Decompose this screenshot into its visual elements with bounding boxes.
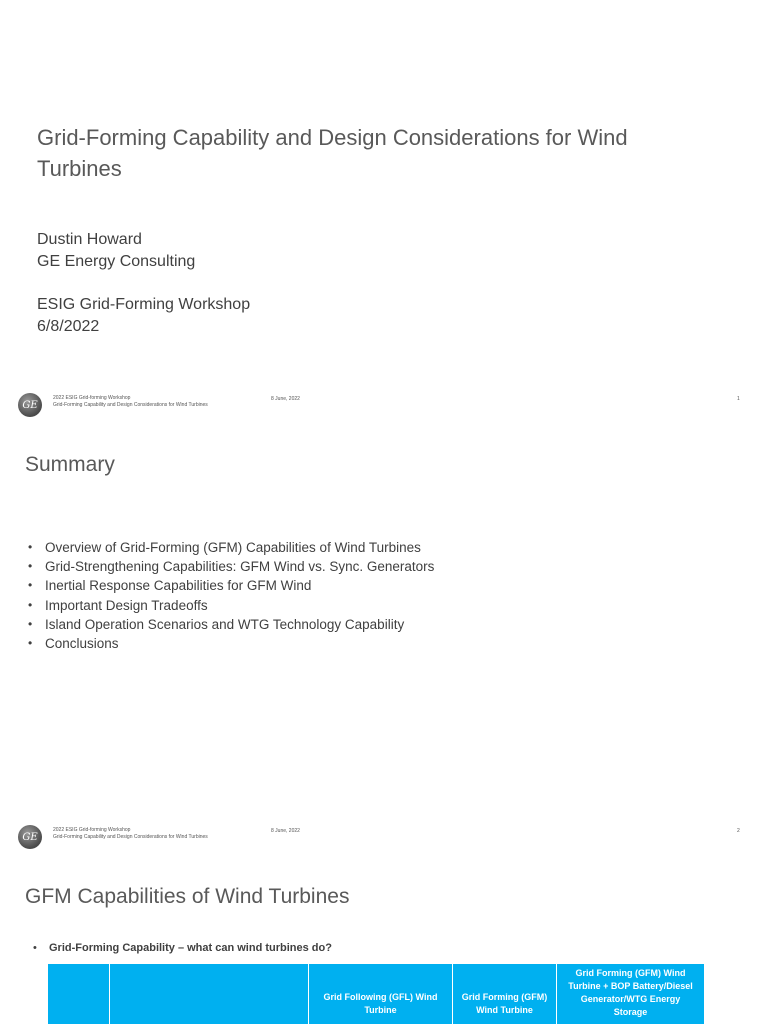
list-item: • Island Operation Scenarios and WTG Technology Capability	[28, 615, 434, 634]
footer-caption	[53, 827, 208, 841]
author-block	[37, 229, 195, 273]
list-item: • Conclusions	[28, 634, 434, 653]
footer-line-2: Grid-Forming Capability and Design Considerations for Wind Turbines	[53, 834, 208, 840]
author-name: Dustin Howard	[37, 231, 142, 248]
footer-caption	[53, 395, 208, 409]
list-item: • Inertial Response Capabilities for GFM Wind	[28, 576, 434, 595]
summary-list	[28, 538, 434, 653]
table-header-cell: Grid Following (GFL) Wind Turbine	[309, 964, 453, 1024]
author-organization: GE Energy Consulting	[37, 253, 196, 270]
table-header-cell	[110, 964, 309, 1024]
footer-date: 8 June, 2022	[271, 396, 300, 402]
summary-slide	[0, 432, 768, 864]
ge-logo-icon: GE	[18, 825, 42, 849]
event-date: 6/8/2022	[37, 318, 100, 335]
page-number: 2	[737, 828, 740, 834]
capability-table-header	[48, 964, 704, 1024]
gfm-capabilities-slide	[0, 864, 768, 1024]
sub-bullet: • Grid-Forming Capability – what can wind turbines do?	[33, 942, 332, 954]
slide-footer	[0, 390, 768, 420]
table-header-cell: Grid Forming (GFM) Wind Turbine + BOP Battery/Diesel Generator/WTG Energy Storage	[557, 964, 704, 1024]
list-item: • Grid-Strengthening Capabilities: GFM Wind vs. Sync. Generators	[28, 557, 434, 576]
slide-heading: GFM Capabilities of Wind Turbines	[25, 885, 350, 908]
presentation-title: Grid-Forming Capability and Design Considerations for Wind Turbines	[37, 125, 628, 181]
page-number: 1	[737, 396, 740, 402]
slide-footer	[0, 822, 768, 852]
list-item: • Important Design Tradeoffs	[28, 596, 434, 615]
table-header-cell	[48, 964, 110, 1024]
footer-line-1: 2022 ESIG Grid-forming Workshop	[53, 395, 131, 401]
event-name: ESIG Grid-Forming Workshop	[37, 296, 251, 313]
footer-line-2: Grid-Forming Capability and Design Considerations for Wind Turbines	[53, 402, 208, 408]
table-header-cell: Grid Forming (GFM) Wind Turbine	[453, 964, 557, 1024]
footer-line-1: 2022 ESIG Grid-forming Workshop	[53, 827, 131, 833]
list-item: • Overview of Grid-Forming (GFM) Capabilities of Wind Turbines	[28, 538, 434, 557]
title-slide	[0, 0, 768, 432]
slide-heading: Summary	[25, 453, 115, 476]
event-block	[37, 294, 250, 338]
footer-date: 8 June, 2022	[271, 828, 300, 834]
ge-logo-icon: GE	[18, 393, 42, 417]
